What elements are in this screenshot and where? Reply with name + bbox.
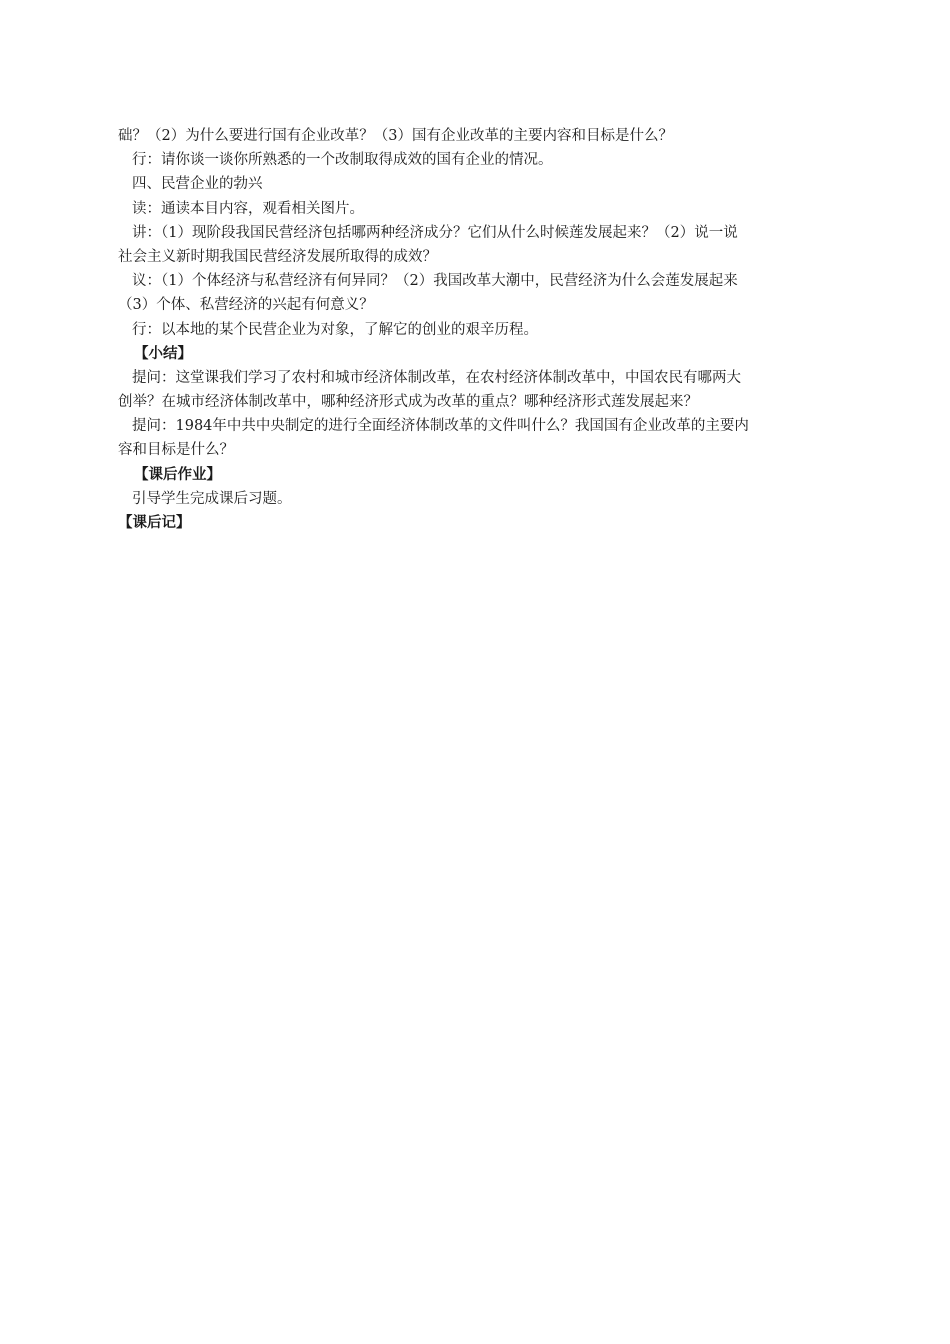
text-line: 提问：1984年中共中央制定的进行全面经济体制改革的文件叫什么？我国国有企业改革的主要内	[132, 418, 749, 435]
text-line: 社会主义新时期我国民营经济发展所取得的成效？	[118, 248, 437, 265]
text-line: 提问：这堂课我们学习了农村和城市经济体制改革，在农村经济体制改革中，中国农民有哪两大	[132, 369, 741, 386]
text-line: （3）个体、私营经济的兴起有何意义？	[118, 297, 374, 314]
section-heading: 四、民营企业的勃兴	[132, 176, 263, 193]
text-line: 容和目标是什么？	[118, 442, 234, 459]
text-line: 行：以本地的某个民营企业为对象，了解它的创业的艰辛历程。	[132, 321, 538, 338]
text-line: 行：请你谈一谈你所熟悉的一个改制取得成效的国有企业的情况。	[132, 152, 553, 169]
summary-heading: 【小结】	[134, 344, 192, 362]
text-line: 议：（1）个体经济与私营经济有何异同？（2）我国改革大潮中，民营经济为什么会莲发展起来	[132, 273, 738, 290]
text-line: 引导学生完成课后习题。	[132, 490, 292, 507]
text-line: 读：通读本目内容，观看相关图片。	[132, 200, 364, 217]
text-line: 础？（2）为什么要进行国有企业改革？（3）国有企业改革的主要内容和目标是什么？	[118, 128, 673, 144]
text-line: 创举？在城市经济体制改革中，哪种经济形式成为改革的重点？哪种经济形式莲发展起来？	[118, 394, 698, 411]
text-line: 讲：（1）现阶段我国民营经济包括哪两种经济成分？它们从什么时候莲发展起来？（2）说一说	[132, 224, 738, 241]
document-body	[118, 124, 840, 535]
homework-heading: 【课后作业】	[134, 465, 221, 483]
afterword-heading: 【课后记】	[118, 514, 191, 531]
